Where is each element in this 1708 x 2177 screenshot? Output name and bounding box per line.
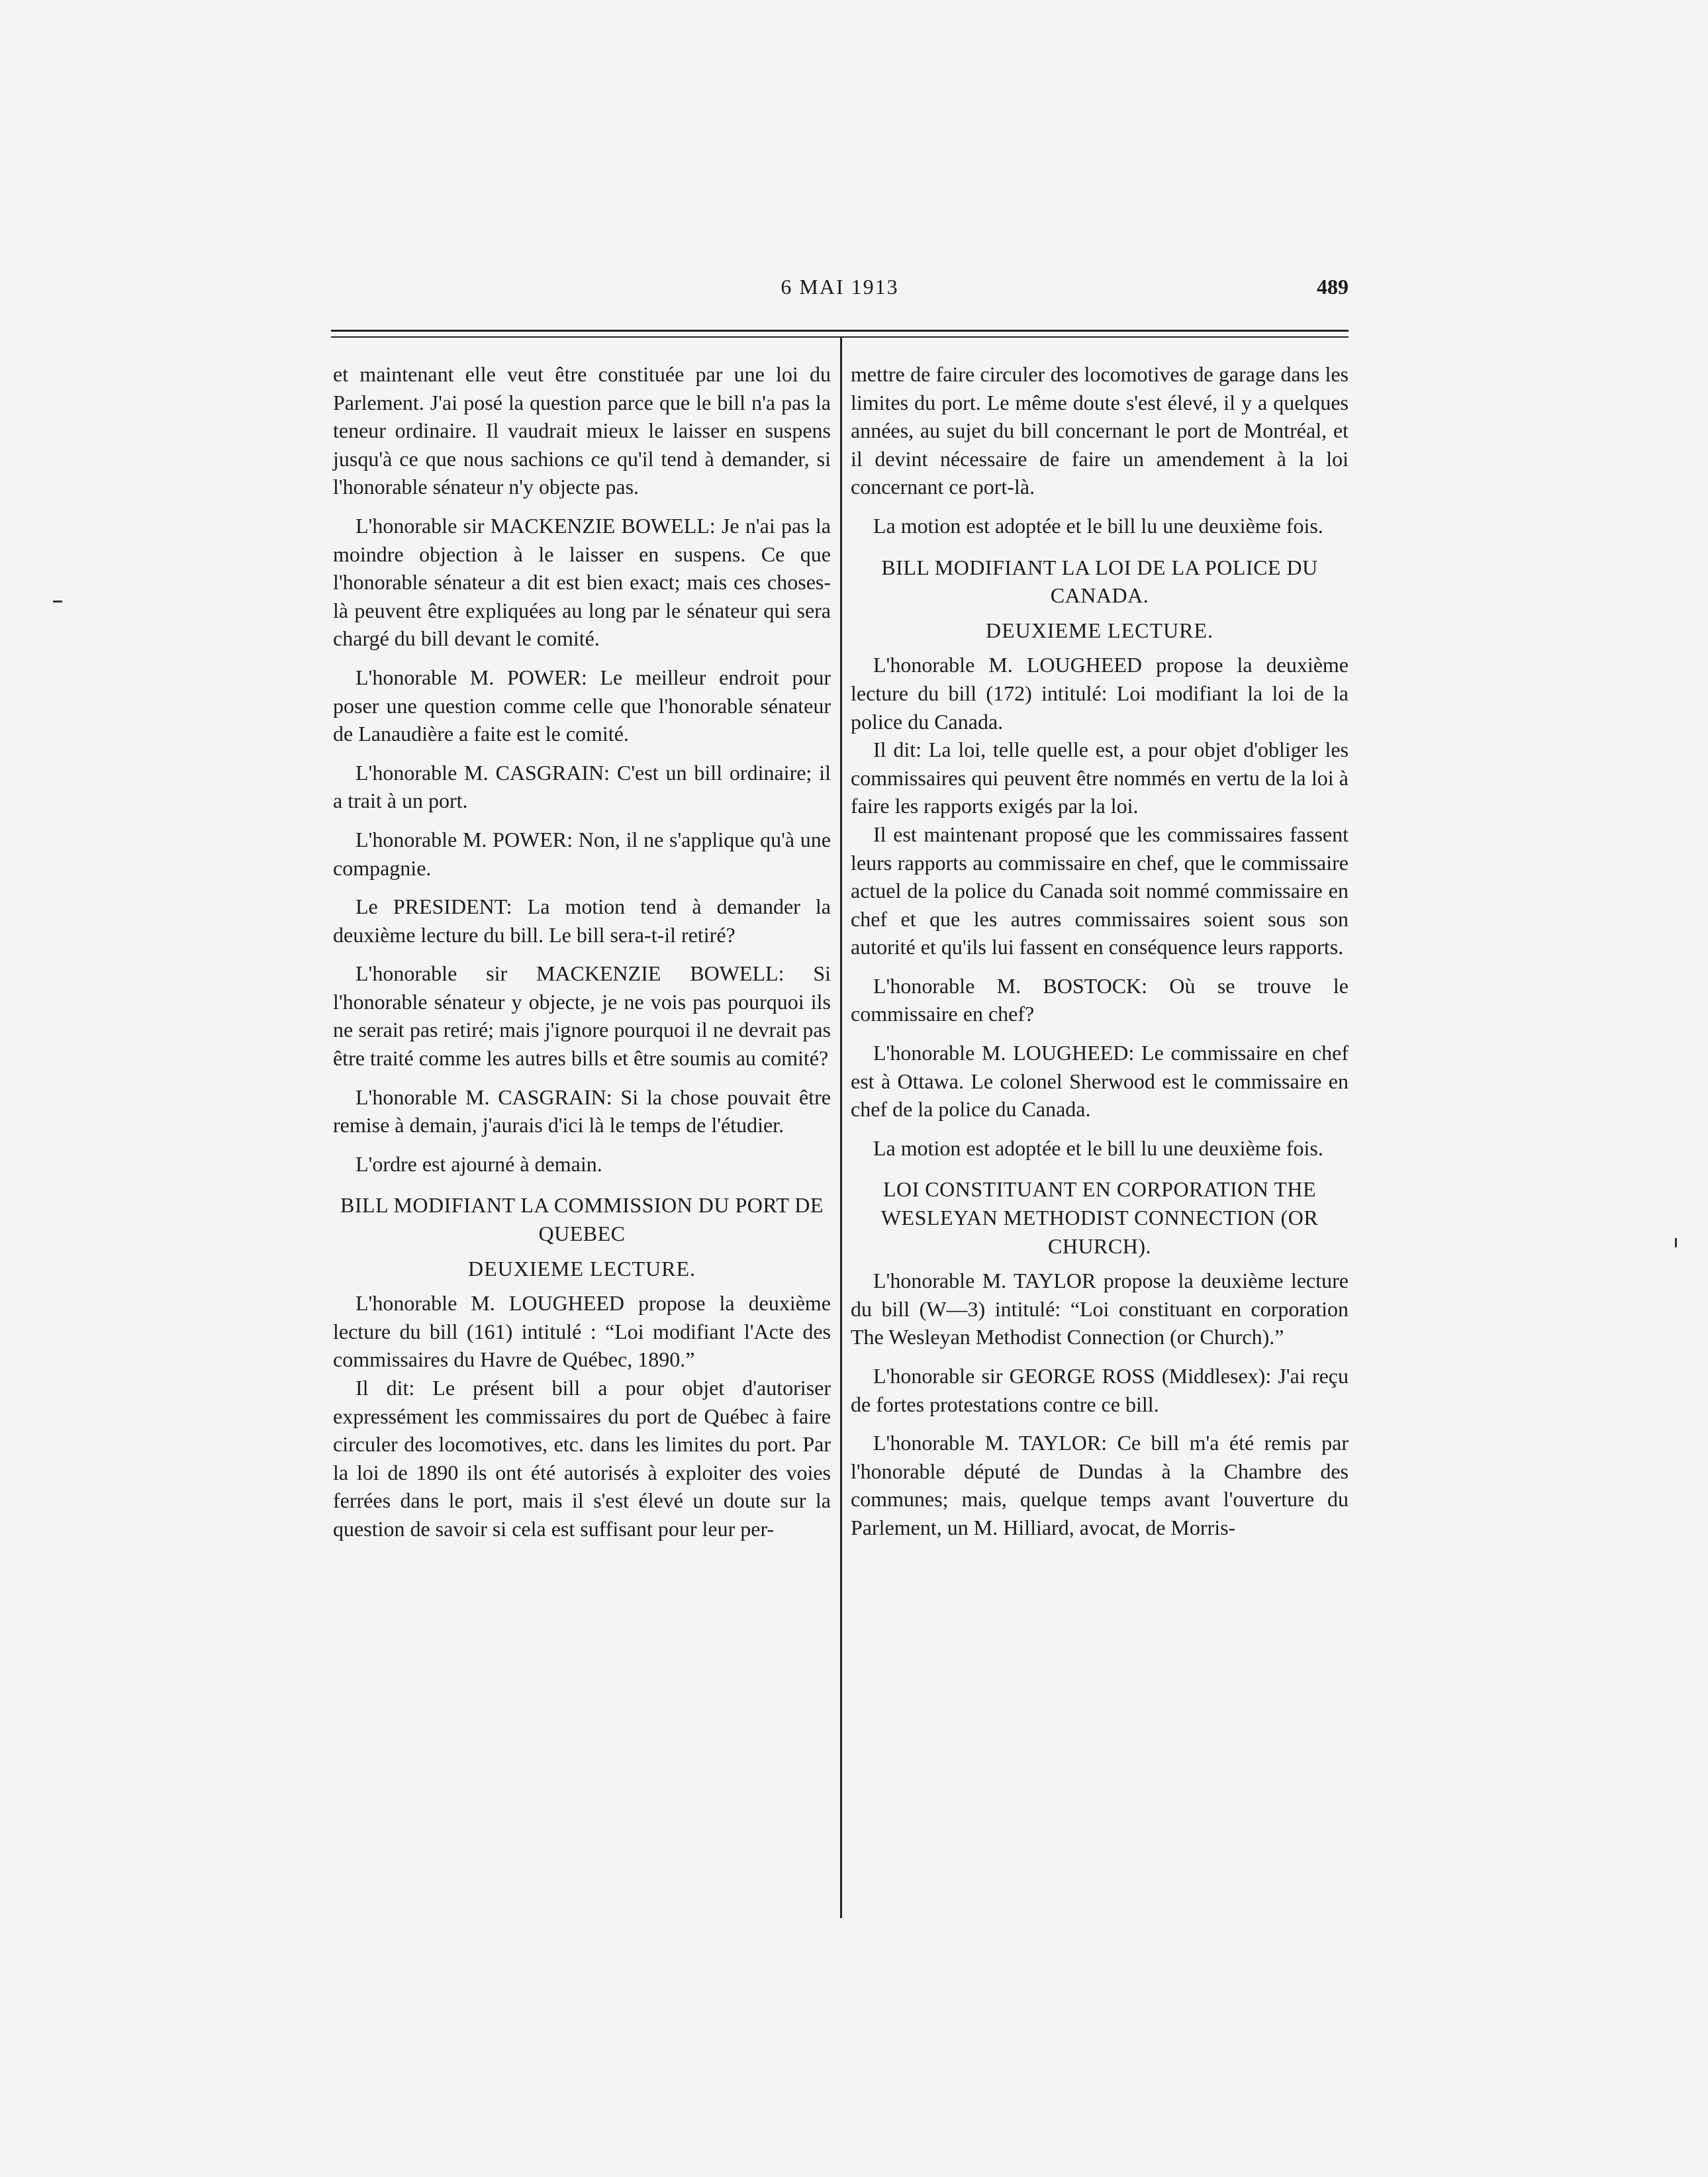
section-heading: BILL MODIFIANT LA LOI DE LA POLICE DU CANADA. — [881, 555, 1318, 608]
margin-mark — [1675, 1238, 1677, 1247]
paragraph: L'honorable M. TAYLOR: Ce bill m'a été remis par l'honorable député de Dundas à la Chambre des communes; mais, quelque temps avant l'ouverture du Parlement, un M. Hilliard, avocat, de Morris- — [851, 1431, 1349, 1539]
paragraph: Il est maintenant proposé que les commissaires fassent leurs rapports au commissaire en chef, que le commissaire actuel de la police du Canada soit nommé commissaire en chef et que les autres commissaires soient sous son autorité et qu'ils lui fassent en conséquence leurs rapports. — [851, 822, 1349, 959]
paragraph: L'honorable M. POWER: Le meilleur endroit pour poser une question comme celle que l'honorable sénateur de Lanaudière a faite est le comité. — [333, 665, 831, 746]
paragraph: L'honorable sir GEORGE ROSS (Middlesex): J'ai reçu de fortes protestations contre ce bill. — [851, 1364, 1349, 1416]
page-number: 489 — [1317, 275, 1349, 299]
paragraph: L'honorable sir MACKENZIE BOWELL: Je n'ai pas la moindre objection à le laisser en suspens. Ce que l'honorable sénateur a dit est bien exact; mais ces choses-là peuvent être expliquées au long par le sénateur qui sera chargé du bill devant le comité. — [333, 513, 831, 651]
paragraph: L'honorable M. LOUGHEED: Le commissaire en chef est à Ottawa. Le colonel Sherwood est le commissaire en chef de la police du Canada. — [851, 1041, 1349, 1122]
page-header — [331, 275, 1349, 301]
paragraph: L'honorable sir MACKENZIE BOWELL: Si l'honorable sénateur y objecte, je ne vois pas pourquoi ils ne serait pas retiré; mais j'ignore pourquoi il ne devrait pas être traité comme les autres bills et être soumis au comité? — [333, 961, 831, 1071]
header-rule-top — [331, 330, 1349, 332]
paragraph: Le PRESIDENT: La motion tend à demander la deuxième lecture du bill. Le bill sera-t-il retiré? — [333, 895, 831, 947]
page-date: 6 MAI 1913 — [781, 275, 899, 299]
column-divider — [840, 338, 842, 1918]
paragraph: L'ordre est ajourné à demain. — [356, 1151, 602, 1176]
paragraph: La motion est adoptée et le bill lu une deuxième fois. — [873, 1136, 1323, 1160]
right-column — [851, 360, 1349, 1542]
paragraph: L'honorable M. CASGRAIN: C'est un bill ordinaire; il a trait à un port. — [333, 760, 831, 813]
paragraph: La motion est adoptée et le bill lu une deuxième fois. — [873, 513, 1323, 538]
paragraph: L'honorable M. CASGRAIN: Si la chose pouvait être remise à demain, j'aurais d'ici là le temps de l'étudier. — [333, 1085, 831, 1137]
left-column — [333, 360, 831, 1543]
paragraph: L'honorable M. BOSTOCK: Où se trouve le commissaire en chef? — [851, 973, 1349, 1026]
paragraph: mettre de faire circuler des locomotives de garage dans les limites du port. Le même doute s'est élevé, il y a quelques années, au sujet du bill concernant le port de Montréal, et il devint nécessaire de faire un amendement à la loi concernant ce port-là. — [851, 362, 1349, 499]
paragraph: L'honorable M. POWER: Non, il ne s'applique qu'à une compagnie. — [333, 827, 831, 880]
section-subheading: DEUXIEME LECTURE. — [985, 618, 1214, 642]
section-subheading: DEUXIEME LECTURE. — [467, 1256, 696, 1281]
section-heading: BILL MODIFIANT LA COMMISSION DU PORT DE QUEBEC — [340, 1193, 824, 1246]
section-heading: LOI CONSTITUANT EN CORPORATION THE WESLEYAN METHODIST CONNECTION (OR CHURCH). — [880, 1177, 1319, 1258]
margin-mark — [53, 601, 62, 603]
paragraph: Il dit: Le présent bill a pour objet d'autoriser expressément les commissaires du port de Québec à faire circuler des locomotives, etc. dans les limites du port. Par la loi de 1890 ils ont été autorisés à exploiter des voies ferrées dans le port, mais il s'est élevé un doute sur la question de savoir si cela est suffisant pour leur per- — [333, 1376, 831, 1541]
paragraph: et maintenant elle veut être constituée par une loi du Parlement. J'ai posé la question parce que le bill n'a pas la teneur ordinaire. Il vaudrait mieux le laisser en suspens jusqu'à ce que nous sachions ce qu'il tend à demander, si l'honorable sénateur n'y objecte pas. — [333, 362, 831, 499]
paragraph: L'honorable M. LOUGHEED propose la deuxième lecture du bill (172) intitulé: Loi modifiant la loi de la police du Canada. — [851, 653, 1349, 734]
paragraph: L'honorable M. LOUGHEED propose la deuxième lecture du bill (161) intitulé : “Loi modifiant l'Acte des commissaires du Havre de Québec, 1890.” — [333, 1291, 831, 1372]
paragraph: Il dit: La loi, telle quelle est, a pour objet d'obliger les commissaires qui peuvent être nommés en vertu de la loi à faire les rapports exigés par la loi. — [851, 738, 1349, 818]
paragraph: L'honorable M. TAYLOR propose la deuxième lecture du bill (W—3) intitulé: “Loi constituant en corporation The Wesleyan Methodist Connection (or Church).” — [851, 1269, 1349, 1349]
